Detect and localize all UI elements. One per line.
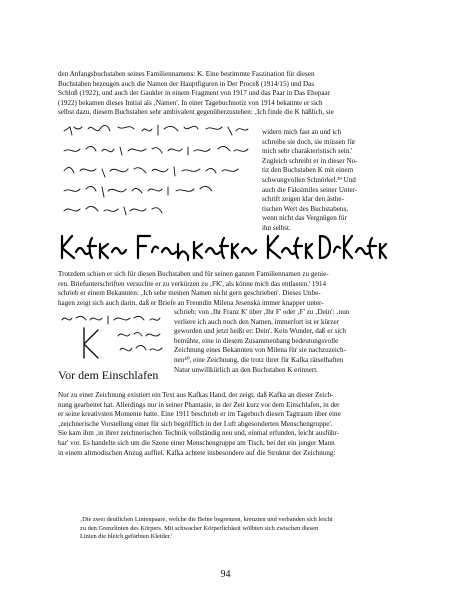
text-line: in einem altmodischen Anzug auffiel. Kafka achtete insbesondere auf die Struktur der Zeichnung: xyxy=(58,448,336,457)
paragraph-name-discomfort-continued xyxy=(174,308,394,375)
text-line: schreibe sie doch, sie müssen für xyxy=(262,137,356,146)
text-line: er seine kreativsten Momente hatte. Eine 1911 beschrieb er im Tagebuch diesen Tagtraum über eine xyxy=(58,410,341,419)
text-line: mich sehr charakteristisch sein.' xyxy=(262,147,353,156)
text-line: Nur zu einer Zeichnung existiert ein Text aus Kafkas Hand, der zeigt, daß Kafka an dieser Zeich- xyxy=(58,391,334,399)
quote-line: ‚Die zwei deutlichen Linienpaare, welche die Beine begrenzen, kreuzten und verbanden sich leicht xyxy=(80,516,333,523)
text-line: schwungvollen Schnörkel.³⁹ Und xyxy=(262,175,356,184)
text-line: Zeichnung eines Bekannten von Milena für sie nachzuzeich- xyxy=(174,346,346,355)
paragraph-intro xyxy=(58,70,394,118)
text-line: auch die Faksimiles seiner Unter- xyxy=(262,185,358,194)
text-line: Natur unwillkürlich an den Buchstaben K erinnert. xyxy=(174,365,319,374)
signature-facsimiles xyxy=(58,232,394,262)
text-line: geworden und jetzt heißt er: Dein'. Kein Wunder, daß er sich xyxy=(174,327,346,336)
text-line: widern mich fast an und ich xyxy=(262,128,341,136)
text-line: bar' vor. Es handelte sich um die Szene einer Menschengruppe am Tisch, bei der ein junger Mann xyxy=(58,438,335,447)
text-line: wenn nicht das Vergnügen für xyxy=(262,214,347,223)
text-line: bemühte, eine in diesem Zusammenhang bedeutungsvolle xyxy=(174,336,339,345)
text-line: schrieb er einem Bekannten: ‚Ich sehe meinen Namen nicht gern geschrieben'. Dieses Unbe- xyxy=(58,289,321,298)
k-drawing-image xyxy=(60,312,168,362)
text-line: Sie kam ihm ‚in ihrer zeichnerischen Technik vollständig neu und, einmal erfunden, leicht ausführ- xyxy=(58,429,340,438)
text-line: Schloß (1922), und auch der Gaukler in einem Fragment von 1917 und das Paar in Das Ehepaar xyxy=(58,89,331,98)
text-line: ihn selbst. xyxy=(262,223,291,232)
diary-handwriting-image xyxy=(60,121,255,221)
text-line: verliere ich auch noch den Namen, immerfort ist er kürzer xyxy=(174,317,340,326)
text-line: tischen Wert des Buchstabens, xyxy=(262,204,348,213)
text-line: nen⁴⁰, eine Zeichnung, die trotz ihrer für Kafka rätselhaften xyxy=(174,355,344,364)
text-line: hagen zeigt sich auch darin, daß er Briefe an Freundin Milena Jesenská immer knapper unter- xyxy=(58,298,324,307)
text-line: selbst dazu, diesem Buchstaben sehr ambivalent gegenüberzustehen: ‚Ich finde die K häßlich, sie xyxy=(58,108,334,117)
page-number: 94 xyxy=(220,569,231,580)
text-line: Buchstaben bezeugen auch die Namen der Hauptfiguren in Der Proceß (1914/15) und Das xyxy=(58,79,315,88)
text-line: (1922) bekamen dieses Initial als ‚Namen'. In einer Tagebuchnotiz von 1914 bekannte er sich xyxy=(58,98,323,107)
text-line: Zugleich schreibt er in dieser No- xyxy=(262,156,358,165)
section-heading: Vor dem Einschlafen xyxy=(58,368,159,382)
text-line: ren. Briefunterschriften versuchte er zu verkürzen zu ‚FK', als könne mich das entlasten.' 1914 xyxy=(58,279,327,288)
paragraph-name-discomfort xyxy=(58,270,394,308)
text-line: den Anfangsbuchstaben seines Familiennamens: K. Eine bestimmte Faszination für diesen xyxy=(58,70,315,78)
text-line: tiz den Buchstaben K mit einem xyxy=(262,166,354,175)
block-quote xyxy=(80,516,380,542)
text-line: Trotzdem schien er sich für diesen Buchstaben und für seinen ganzen Familiennamen zu genie- xyxy=(58,270,329,278)
text-line: schrieb: von ‚Ihr Franz K' über ‚Ihr F' oder ‚F' zu ‚Dein': ‚nun xyxy=(174,308,350,316)
paragraph-before-sleep xyxy=(58,391,394,458)
text-line: ‚zeichnerische Vorstellung einer für sich begrifflich in der Luft abgesonderten Menschengruppe'. xyxy=(58,419,333,428)
text-line: schrift zeigen klar den ästhe- xyxy=(262,195,344,204)
paragraph-intro-continued xyxy=(262,128,394,234)
quote-line: zu den Grenzlinien des Körpers. Mit schwacher Körperlichkeit wölbten sich zwischen diesen xyxy=(80,524,319,532)
text-line: nung gearbeitet hat. Allerdings nur in seiner Phantasie, in der Zeit kurz vor dem Einschlafen, in der xyxy=(58,400,340,409)
quote-line: Linien die bleich gefärbten Kleider.' xyxy=(80,533,173,541)
